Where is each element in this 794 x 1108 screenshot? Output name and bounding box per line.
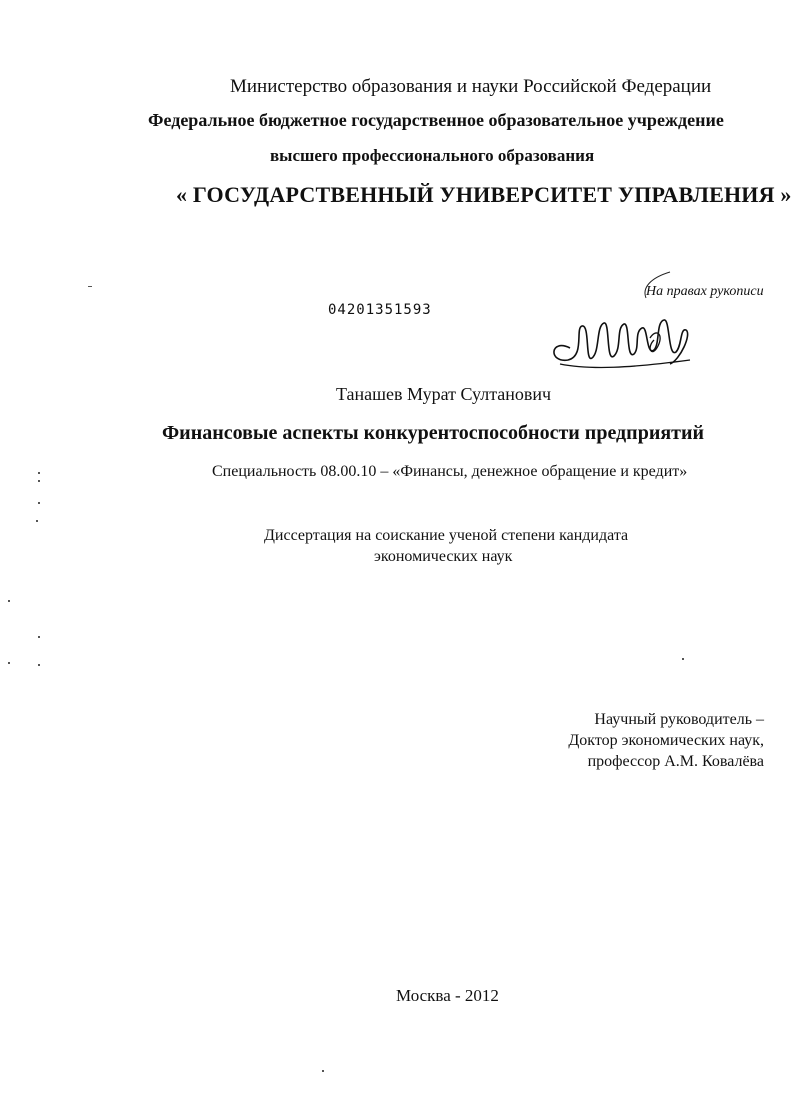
degree-line-1: Диссертация на соискание ученой степени кандидата xyxy=(264,527,629,544)
degree-line-2: экономических наук xyxy=(374,548,513,565)
city-year: Москва - 2012 xyxy=(396,986,499,1005)
manuscript-note: На правах рукописи xyxy=(646,284,764,299)
scan-speck xyxy=(38,502,40,504)
supervisor-block xyxy=(568,709,764,772)
specialty-line: Специальность 08.00.10 – «Финансы, денежное обращение и кредит» xyxy=(212,463,688,480)
signature-image xyxy=(530,268,710,378)
supervisor-line-2: Доктор экономических наук, xyxy=(568,732,764,749)
scan-speck xyxy=(322,1070,324,1072)
author-name: Танашев Мурат Султанович xyxy=(336,384,552,404)
institution-line-2: высшего профессионального образования xyxy=(270,146,595,165)
scan-speck xyxy=(88,286,92,287)
supervisor-line-3: профессор А.М. Ковалёва xyxy=(587,753,764,770)
catalog-number: 04201351593 xyxy=(328,302,432,318)
scan-speck xyxy=(36,520,38,522)
scan-speck xyxy=(8,662,10,664)
scan-speck xyxy=(38,480,40,482)
dissertation-title: Финансовые аспекты конкурентоспособности предприятий xyxy=(162,422,705,444)
scan-speck xyxy=(38,472,40,474)
supervisor-line-1: Научный руководитель – xyxy=(594,711,764,728)
ministry-heading: Министерство образования и науки Российской Федерации xyxy=(230,76,712,97)
scan-speck xyxy=(38,664,40,666)
scan-speck xyxy=(38,636,40,638)
institution-line-1: Федеральное бюджетное государственное образовательное учреждение xyxy=(148,110,724,130)
university-name: « ГОСУДАРСТВЕННЫЙ УНИВЕРСИТЕТ УПРАВЛЕНИЯ » xyxy=(176,182,792,207)
scan-speck xyxy=(682,658,684,660)
scan-speck xyxy=(8,600,10,602)
